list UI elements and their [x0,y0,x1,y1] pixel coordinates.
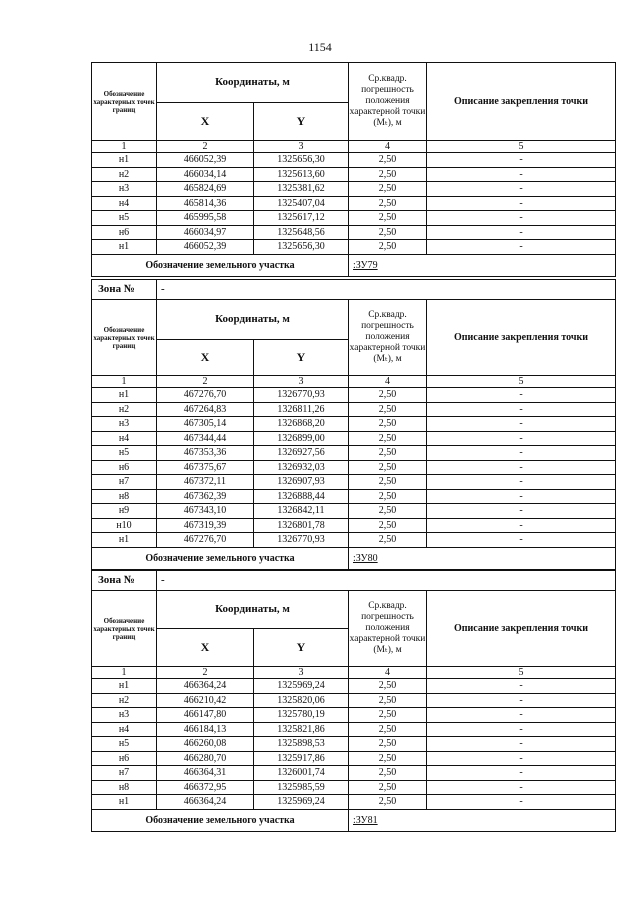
point-cell: н2 [92,402,157,417]
y-cell: 1325617,12 [254,211,349,226]
header-error: Ср.квадр. погрешность положения характерной точки (Mₜ), м [349,300,427,376]
x-cell: 466052,39 [157,240,254,255]
point-cell: н1 [92,533,157,548]
table-row [92,460,616,475]
error-cell: 2,50 [349,446,427,461]
table-row [92,388,616,403]
x-cell: 466184,13 [157,722,254,737]
col-number: 3 [254,141,349,153]
error-cell: 2,50 [349,737,427,752]
x-cell: 465814,36 [157,196,254,211]
header-points: Обозначение характерных точек границ [92,63,157,141]
error-cell: 2,50 [349,475,427,490]
point-cell: н1 [92,388,157,403]
y-cell: 1326888,44 [254,489,349,504]
table-row [92,780,616,795]
col-number: 3 [254,376,349,388]
desc-cell: - [427,211,616,226]
table-row [92,196,616,211]
point-cell: н9 [92,504,157,519]
header-x: X [157,629,254,667]
table-row [92,153,616,168]
header-desc: Описание закрепления точки [427,63,616,141]
col-number: 1 [92,141,157,153]
point-cell: н8 [92,780,157,795]
table-row [92,693,616,708]
point-cell: н1 [92,679,157,694]
header-coords: Координаты, м [157,591,349,629]
table-row [92,211,616,226]
desc-cell: - [427,460,616,475]
coordinates-table [91,62,616,277]
table-row [92,167,616,182]
y-cell: 1326770,93 [254,388,349,403]
point-cell: н1 [92,153,157,168]
y-cell: 1326868,20 [254,417,349,432]
desc-cell: - [427,751,616,766]
error-cell: 2,50 [349,417,427,432]
error-cell: 2,50 [349,489,427,504]
header-coords: Координаты, м [157,63,349,103]
desc-cell: - [427,153,616,168]
table-row [92,708,616,723]
y-cell: 1325820,06 [254,693,349,708]
y-cell: 1325821,86 [254,722,349,737]
desc-cell: - [427,240,616,255]
header-desc: Описание закрепления точки [427,300,616,376]
error-cell: 2,50 [349,402,427,417]
y-cell: 1326899,00 [254,431,349,446]
y-cell: 1325613,60 [254,167,349,182]
point-cell: н4 [92,722,157,737]
x-cell: 467344,44 [157,431,254,446]
error-cell: 2,50 [349,679,427,694]
table-row [92,417,616,432]
table-row [92,182,616,197]
desc-cell: - [427,167,616,182]
x-cell: 466147,80 [157,708,254,723]
parcel-id: :ЗУ80 [349,547,616,569]
header-coords: Координаты, м [157,300,349,340]
header-x: X [157,340,254,376]
desc-cell: - [427,766,616,781]
point-cell: н4 [92,431,157,446]
x-cell: 466034,97 [157,225,254,240]
point-cell: н7 [92,766,157,781]
y-cell: 1326811,26 [254,402,349,417]
x-cell: 466372,95 [157,780,254,795]
error-cell: 2,50 [349,766,427,781]
col-number: 1 [92,667,157,679]
col-number: 2 [157,667,254,679]
y-cell: 1325985,59 [254,780,349,795]
zone-value: - [157,571,616,591]
point-cell: н6 [92,225,157,240]
header-error: Ср.квадр. погрешность положения характерной точки (Mₜ), м [349,591,427,667]
error-cell: 2,50 [349,182,427,197]
x-cell: 466364,24 [157,795,254,810]
desc-cell: - [427,679,616,694]
desc-cell: - [427,795,616,810]
y-cell: 1326927,56 [254,446,349,461]
x-cell: 467305,14 [157,417,254,432]
x-cell: 466364,31 [157,766,254,781]
y-cell: 1325381,62 [254,182,349,197]
error-cell: 2,50 [349,225,427,240]
col-number: 5 [427,376,616,388]
point-cell: н1 [92,795,157,810]
zone-value: - [157,280,616,300]
col-number: 2 [157,141,254,153]
error-cell: 2,50 [349,533,427,548]
point-cell: н3 [92,182,157,197]
zone-label: Зона № [92,280,157,300]
y-cell: 1326842,11 [254,504,349,519]
error-cell: 2,50 [349,795,427,810]
error-cell: 2,50 [349,518,427,533]
table-row [92,766,616,781]
y-cell: 1325969,24 [254,795,349,810]
point-cell: н7 [92,475,157,490]
error-cell: 2,50 [349,780,427,795]
point-cell: н6 [92,460,157,475]
header-desc: Описание закрепления точки [427,591,616,667]
header-points: Обозначение характерных точек границ [92,300,157,376]
desc-cell: - [427,388,616,403]
error-cell: 2,50 [349,388,427,403]
point-cell: н4 [92,196,157,211]
error-cell: 2,50 [349,431,427,446]
y-cell: 1326932,03 [254,460,349,475]
parcel-id: :ЗУ81 [349,809,616,831]
desc-cell: - [427,475,616,490]
x-cell: 467343,10 [157,504,254,519]
error-cell: 2,50 [349,196,427,211]
error-cell: 2,50 [349,708,427,723]
header-y: Y [254,629,349,667]
col-number: 4 [349,667,427,679]
error-cell: 2,50 [349,240,427,255]
y-cell: 1325898,53 [254,737,349,752]
table-row [92,795,616,810]
header-points: Обозначение характерных точек границ [92,591,157,667]
error-cell: 2,50 [349,460,427,475]
coordinates-table [91,570,616,832]
point-cell: н3 [92,708,157,723]
zone-label: Зона № [92,571,157,591]
table-row [92,489,616,504]
point-cell: н3 [92,417,157,432]
x-cell: 467276,70 [157,533,254,548]
x-cell: 467264,83 [157,402,254,417]
table-row [92,402,616,417]
error-cell: 2,50 [349,504,427,519]
point-cell: н5 [92,737,157,752]
point-cell: н8 [92,489,157,504]
col-number: 4 [349,141,427,153]
error-cell: 2,50 [349,211,427,226]
desc-cell: - [427,225,616,240]
col-number: 2 [157,376,254,388]
col-number: 4 [349,376,427,388]
y-cell: 1326907,93 [254,475,349,490]
y-cell: 1325656,30 [254,153,349,168]
desc-cell: - [427,693,616,708]
header-y: Y [254,103,349,141]
desc-cell: - [427,708,616,723]
y-cell: 1325648,56 [254,225,349,240]
parcel-label: Обозначение земельного участка [92,809,349,831]
desc-cell: - [427,780,616,795]
x-cell: 465995,58 [157,211,254,226]
point-cell: н2 [92,693,157,708]
y-cell: 1325656,30 [254,240,349,255]
desc-cell: - [427,182,616,197]
point-cell: н5 [92,211,157,226]
x-cell: 467319,39 [157,518,254,533]
desc-cell: - [427,504,616,519]
y-cell: 1325780,19 [254,708,349,723]
table-row [92,504,616,519]
x-cell: 467276,70 [157,388,254,403]
col-number: 5 [427,141,616,153]
desc-cell: - [427,518,616,533]
x-cell: 467362,39 [157,489,254,504]
x-cell: 466260,08 [157,737,254,752]
y-cell: 1326770,93 [254,533,349,548]
y-cell: 1326801,78 [254,518,349,533]
y-cell: 1325407,04 [254,196,349,211]
desc-cell: - [427,417,616,432]
error-cell: 2,50 [349,722,427,737]
point-cell: н1 [92,240,157,255]
coordinates-block-3 [91,570,615,832]
desc-cell: - [427,722,616,737]
parcel-label: Обозначение земельного участка [92,254,349,276]
x-cell: 466052,39 [157,153,254,168]
x-cell: 466364,24 [157,679,254,694]
x-cell: 467372,11 [157,475,254,490]
desc-cell: - [427,533,616,548]
table-row [92,475,616,490]
page-number: 1154 [308,40,332,54]
point-cell: н10 [92,518,157,533]
header-y: Y [254,340,349,376]
y-cell: 1325969,24 [254,679,349,694]
y-cell: 1326001,74 [254,766,349,781]
table-row [92,533,616,548]
error-cell: 2,50 [349,693,427,708]
header-x: X [157,103,254,141]
col-number: 5 [427,667,616,679]
table-row [92,225,616,240]
desc-cell: - [427,446,616,461]
point-cell: н6 [92,751,157,766]
table-row [92,518,616,533]
point-cell: н5 [92,446,157,461]
parcel-id: :ЗУ79 [349,254,616,276]
desc-cell: - [427,737,616,752]
table-row [92,722,616,737]
x-cell: 466034,14 [157,167,254,182]
col-number: 3 [254,667,349,679]
desc-cell: - [427,196,616,211]
x-cell: 467375,67 [157,460,254,475]
table-row [92,737,616,752]
x-cell: 465824,69 [157,182,254,197]
table-row [92,240,616,255]
point-cell: н2 [92,167,157,182]
coordinates-block-1 [91,62,615,277]
desc-cell: - [427,402,616,417]
table-row [92,431,616,446]
desc-cell: - [427,431,616,446]
header-error: Ср.квадр. погрешность положения характерной точки (Mₜ), м [349,63,427,141]
coordinates-block-2 [91,279,615,570]
x-cell: 467353,36 [157,446,254,461]
coordinates-table [91,279,616,570]
x-cell: 466210,42 [157,693,254,708]
table-row [92,679,616,694]
error-cell: 2,50 [349,153,427,168]
parcel-label: Обозначение земельного участка [92,547,349,569]
desc-cell: - [427,489,616,504]
table-row [92,751,616,766]
x-cell: 466280,70 [157,751,254,766]
table-row [92,446,616,461]
error-cell: 2,50 [349,167,427,182]
y-cell: 1325917,86 [254,751,349,766]
error-cell: 2,50 [349,751,427,766]
col-number: 1 [92,376,157,388]
